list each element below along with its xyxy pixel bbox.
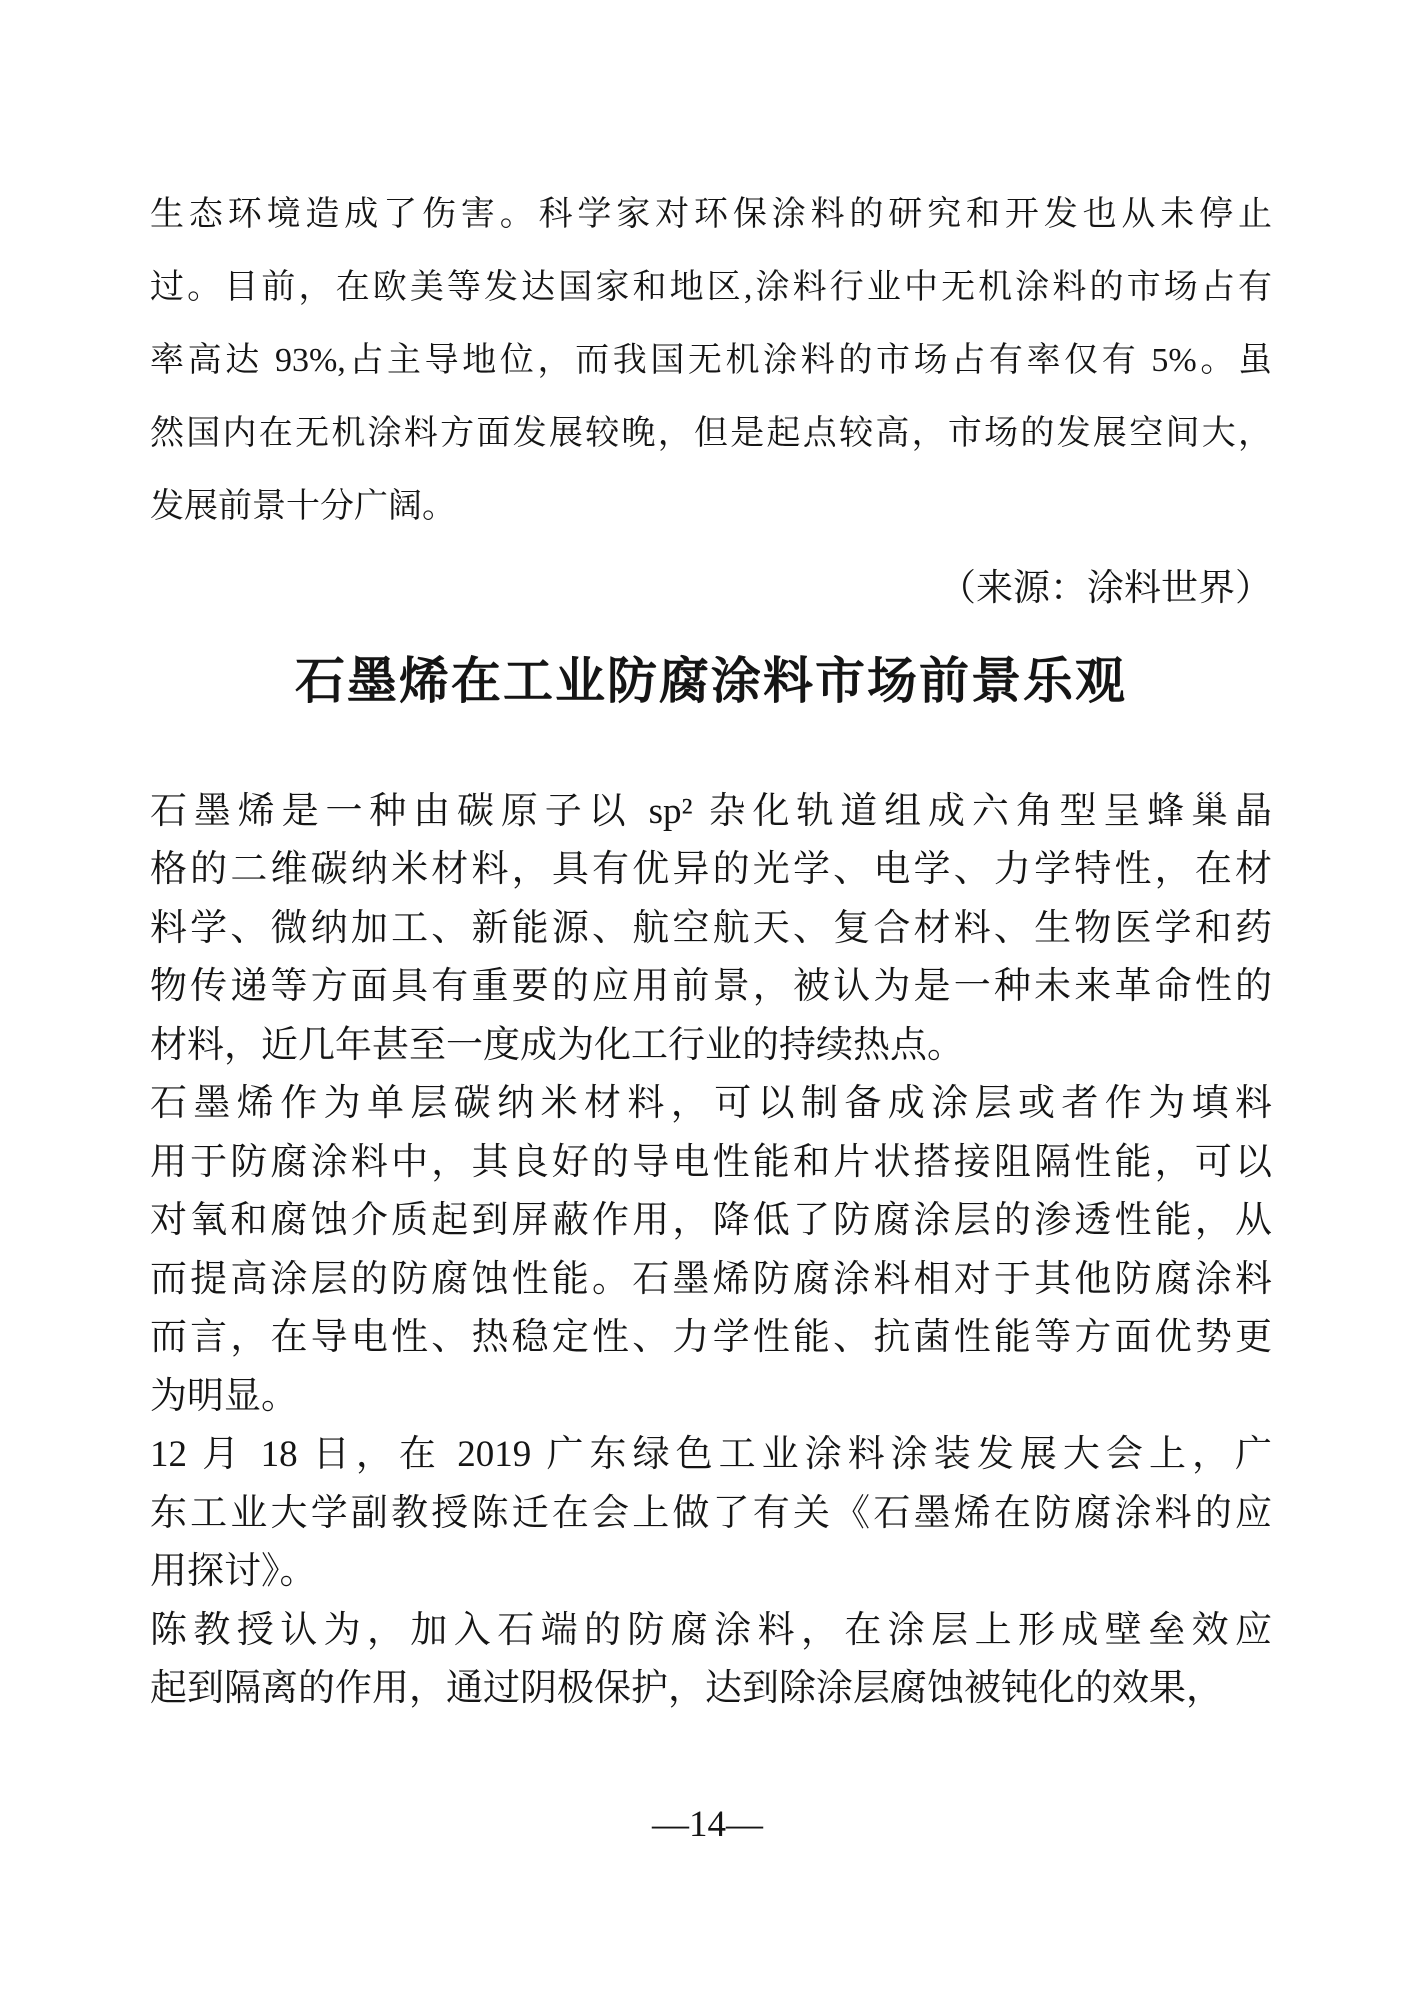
text-line: 而言，在导电性、热稳定性、力学性能、抗菌性能等方面优势更	[150, 1317, 1272, 1358]
paragraph	[150, 1426, 1272, 1602]
text-line: 料学、微纳加工、新能源、航空航天、复合材料、生物医学和药	[150, 907, 1272, 949]
text-line: 物传递等方面具有重要的应用前景，被认为是一种未来革命性的	[150, 966, 1272, 1007]
text-line: 用探讨》。	[150, 1551, 317, 1592]
text-block	[150, 178, 1272, 1719]
text-line: 对氧和腐蚀介质起到屏蔽作用，降低了防腐涂层的渗透性能，从	[150, 1200, 1272, 1241]
text-line: 用于防腐涂料中，其良好的导电性能和片状搭接阻隔性能，可以	[150, 1141, 1272, 1183]
intro-paragraph	[150, 178, 1272, 543]
text-line: 然国内在无机涂料方面发展较晚，但是起点较高，市场的发展空间大，	[150, 415, 1272, 452]
text-line: 石墨烯作为单层碳纳米材料，可以制备成涂层或者作为填料	[150, 1083, 1272, 1124]
text-line: 石墨烯是一种由碳原子以 sp² 杂化轨道组成六角型呈蜂巢晶	[150, 790, 1272, 832]
text-line: 材料，近几年甚至一度成为化工行业的持续热点。	[150, 1024, 964, 1066]
text-line: 生态环境造成了伤害。科学家对环保涂料的研究和开发也从未停止	[150, 196, 1272, 233]
text-line: 12 月 18 日，在 2019 广东绿色工业涂料涂装发展大会上，广	[150, 1434, 1272, 1475]
text-line: 过。目前，在欧美等发达国家和地区,涂料行业中无机涂料的市场占有	[150, 269, 1272, 306]
source-attribution: （来源：涂料世界）	[939, 568, 1272, 609]
text-line: 而提高涂层的防腐蚀性能。石墨烯防腐涂料相对于其他防腐涂料	[150, 1258, 1272, 1300]
paragraph	[150, 1602, 1272, 1719]
text-line: 格的二维碳纳米材料，具有优异的光学、电学、力学特性，在材	[150, 849, 1272, 890]
text-line: 为明显。	[150, 1375, 298, 1417]
text-line: 陈教授认为，加入石端的防腐涂料，在涂层上形成壁垒效应	[150, 1609, 1272, 1651]
text-line: 发展前景十分广阔。	[150, 488, 456, 525]
paragraph	[150, 1075, 1272, 1426]
paragraph	[150, 783, 1272, 1076]
text-line: 起到隔离的作用，通过阴极保护，达到除涂层腐蚀被钝化的效果，	[150, 1668, 1223, 1709]
article-title: 石墨烯在工业防腐涂料市场前景乐观	[295, 653, 1127, 709]
text-line: 东工业大学副教授陈迁在会上做了有关《石墨烯在防腐涂料的应	[150, 1492, 1272, 1534]
text-line: 率高达 93%,占主导地位，而我国无机涂料的市场占有率仅有 5%。虽	[150, 342, 1272, 379]
article-body	[150, 783, 1272, 1719]
page-number: —14—	[652, 1804, 763, 1845]
